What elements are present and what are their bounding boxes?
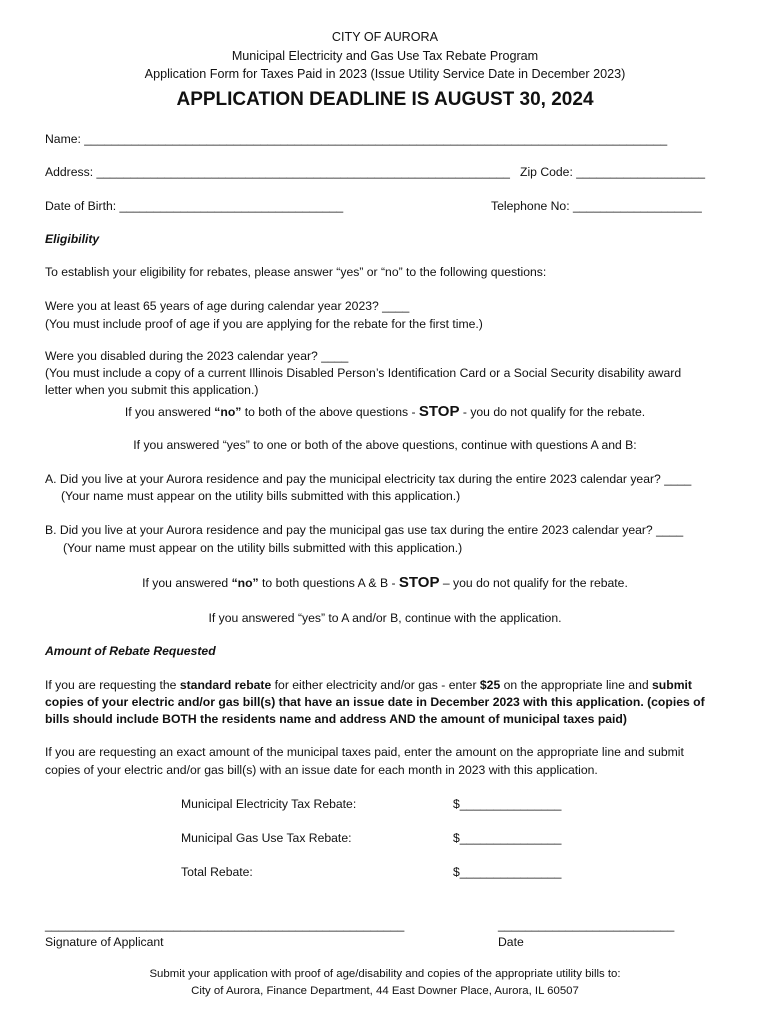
program-title: Municipal Electricity and Gas Use Tax Rebate Program: [231, 49, 539, 63]
continue-notice-2: If you answered “yes” to A and/or B, continue with the application.: [208, 611, 562, 625]
form-title: Application Form for Taxes Paid in 2023 (Issue Utility Service Date in December 2023): [144, 67, 626, 81]
date-label: Date: [498, 935, 524, 949]
stop-notice-1-no: “no”: [214, 405, 242, 419]
date-of-birth-field[interactable]: Date of Birth: _________________________________: [45, 199, 344, 213]
electricity-rebate-label: Municipal Electricity Tax Rebate:: [181, 797, 357, 811]
gas-rebate-label: Municipal Gas Use Tax Rebate:: [181, 831, 352, 845]
deadline-heading: APPLICATION DEADLINE IS AUGUST 30, 2024: [176, 89, 594, 110]
question-a[interactable]: A. Did you live at your Aurora residence and pay the municipal electricity tax during the entire 2023 calendar year? ____: [45, 472, 692, 486]
exact-rebate-line-2: copies of your electric and/or gas bill(s) with an issue date for each month in 2023 with this application.: [45, 763, 598, 777]
gas-rebate-input[interactable]: $_______________: [453, 831, 562, 845]
stop-notice-2-post: – you do not qualify for the rebate.: [439, 576, 628, 590]
total-rebate-label: Total Rebate:: [181, 865, 253, 879]
standard-rebate-bold: standard rebate: [179, 678, 272, 692]
question-b[interactable]: B. Did you live at your Aurora residence and pay the municipal gas use tax during the entire 2023 calendar year? ____: [45, 523, 684, 537]
address-field[interactable]: Address: _____________________________________________________________: [45, 165, 510, 179]
signature-label: Signature of Applicant: [45, 935, 164, 949]
question-disabled-note: (You must include a copy of a current Illinois Disabled Person’s Identification Card or a Social Security disability award: [45, 366, 682, 380]
eligibility-intro: To establish your eligibility for rebates, please answer “yes” or “no” to the following questions:: [45, 265, 547, 279]
footer-instructions: Submit your application with proof of age/disability and copies of the appropriate utility bills to:: [149, 968, 621, 980]
standard-rebate-line-3: bills should include BOTH the residents name and address AND the amount of municipal taxes paid): [45, 712, 627, 726]
total-rebate-input[interactable]: $_______________: [453, 865, 562, 879]
question-a-note: (Your name must appear on the utility bills submitted with this application.): [61, 489, 461, 503]
eligibility-heading: Eligibility: [45, 232, 100, 246]
exact-rebate-line-1: If you are requesting an exact amount of the municipal taxes paid, enter the amount on the appropriate line and submit: [45, 745, 684, 759]
signature-line[interactable]: _____________________________________________________: [45, 918, 405, 932]
standard-rebate-line-2: copies of your electric and/or gas bill(s) that have an issue date in December 2023 with this application. (copies of: [45, 695, 705, 709]
name-field[interactable]: Name: ______________________________________________________________________________________: [45, 132, 668, 146]
question-age[interactable]: Were you at least 65 years of age during calendar year 2023? ____: [45, 299, 410, 313]
standard-rebate-text: If you are requesting the: [45, 678, 180, 692]
continue-notice-1: If you answered “yes” to one or both of the above questions, continue with questions A and B:: [133, 438, 637, 452]
standard-rebate-submit: submit: [652, 678, 692, 692]
standard-rebate-text-3: on the appropriate line and: [500, 678, 653, 692]
zip-code-field[interactable]: Zip Code: ___________________: [520, 165, 706, 179]
stop-notice-1-post: - you do not qualify for the rebate.: [459, 405, 646, 419]
stop-notice-2-no: “no”: [231, 576, 259, 590]
standard-rebate-amount: $25: [479, 678, 501, 692]
stop-notice-1-mid: to both of the above questions -: [241, 405, 419, 419]
standard-rebate-line-1: [45, 677, 692, 694]
rebate-heading: Amount of Rebate Requested: [45, 644, 216, 658]
question-disabled-note-cont: letter when you submit this application.): [45, 383, 259, 397]
stop-notice-2-pre: If you answered: [142, 576, 232, 590]
city-heading: CITY OF AURORA: [331, 30, 439, 44]
footer-address: City of Aurora, Finance Department, 44 East Downer Place, Aurora, IL 60507: [191, 985, 579, 997]
stop-notice-2-stop: STOP: [398, 574, 440, 591]
telephone-field[interactable]: Telephone No: ___________________: [491, 199, 702, 213]
stop-notice-1-stop: STOP: [418, 403, 460, 420]
question-age-note: (You must include proof of age if you are applying for the rebate for the first time.): [45, 317, 483, 331]
date-line[interactable]: __________________________: [498, 918, 675, 932]
stop-notice-2-mid: to both questions A & B -: [258, 576, 399, 590]
question-disabled[interactable]: Were you disabled during the 2023 calendar year? ____: [45, 349, 349, 363]
stop-notice-1-pre: If you answered: [124, 405, 215, 419]
electricity-rebate-input[interactable]: $_______________: [453, 797, 562, 811]
question-b-note: (Your name must appear on the utility bills submitted with this application.): [63, 541, 463, 555]
standard-rebate-text-2: for either electricity and/or gas - enter: [271, 678, 480, 692]
stop-notice-2: [0, 574, 770, 592]
stop-notice-1: [0, 403, 770, 421]
